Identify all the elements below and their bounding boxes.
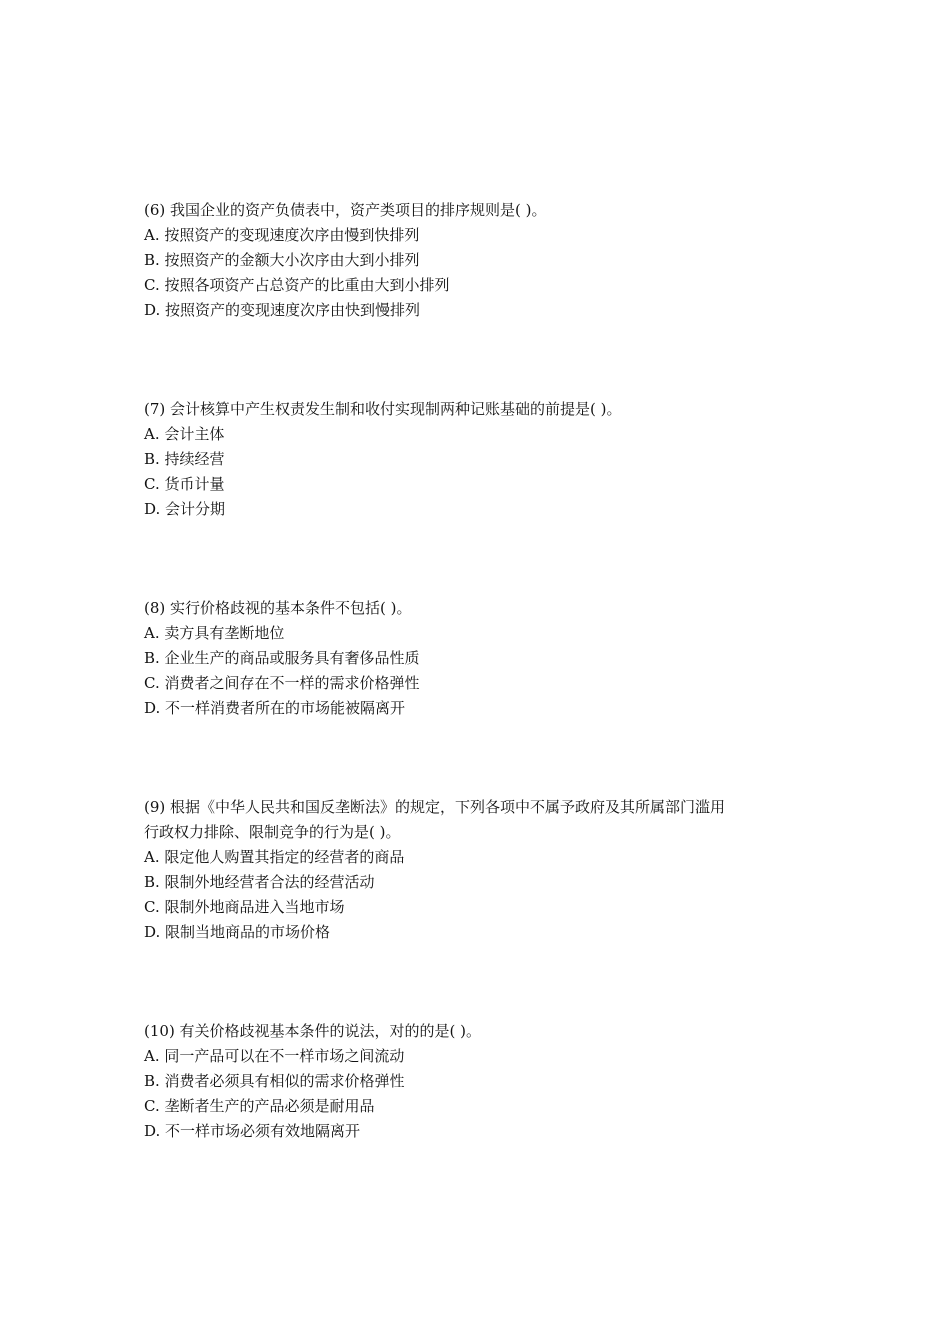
option-b: B. 企业生产的商品或服务具有奢侈品性质 (144, 649, 420, 667)
option-a: A. 按照资产的变现速度次序由慢到快排列 (144, 226, 420, 244)
question-stem: (7) 会计核算中产生权责发生制和收付实现制两种记账基础的前提是( )。 (144, 400, 622, 418)
option-d: D. 限制当地商品的市场价格 (144, 923, 331, 941)
option-c: C. 消费者之间存在不一样的需求价格弹性 (144, 674, 420, 692)
option-d: D. 不一样消费者所在的市场能被隔离开 (144, 699, 406, 717)
question-9 (144, 795, 824, 945)
option-a: A. 卖方具有垄断地位 (144, 624, 285, 642)
option-a: A. 会计主体 (144, 425, 225, 443)
option-d: D. 会计分期 (144, 500, 226, 518)
question-stem-line-1: (9) 根据《中华人民共和国反垄断法》的规定，下列各项中不属予政府及其所属部门滥用 (144, 798, 726, 816)
option-b: B. 按照资产的金额大小次序由大到小排列 (144, 251, 420, 269)
option-b: B. 持续经营 (144, 450, 225, 468)
option-a: A. 同一产品可以在不一样市场之间流动 (144, 1047, 405, 1065)
option-c: C. 货币计量 (144, 475, 225, 493)
question-stem: (6) 我国企业的资产负债表中，资产类项目的排序规则是( )。 (144, 201, 547, 219)
question-10 (144, 1019, 824, 1144)
option-c: C. 垄断者生产的产品必须是耐用品 (144, 1097, 375, 1115)
question-stem-line-2: 行政权力排除、限制竞争的行为是( )。 (144, 823, 401, 841)
question-6 (144, 198, 824, 323)
question-8 (144, 596, 824, 721)
option-b: B. 限制外地经营者合法的经营活动 (144, 873, 375, 891)
option-c: C. 限制外地商品进入当地市场 (144, 898, 345, 916)
option-b: B. 消费者必须具有相似的需求价格弹性 (144, 1072, 405, 1090)
option-d: D. 不一样市场必须有效地隔离开 (144, 1122, 361, 1140)
question-stem: (10) 有关价格歧视基本条件的说法，对的的是( )。 (144, 1022, 482, 1040)
question-stem: (8) 实行价格歧视的基本条件不包括( )。 (144, 599, 412, 617)
option-c: C. 按照各项资产占总资产的比重由大到小排列 (144, 276, 450, 294)
option-d: D. 按照资产的变现速度次序由快到慢排列 (144, 301, 421, 319)
option-a: A. 限定他人购置其指定的经营者的商品 (144, 848, 405, 866)
question-7 (144, 397, 824, 522)
